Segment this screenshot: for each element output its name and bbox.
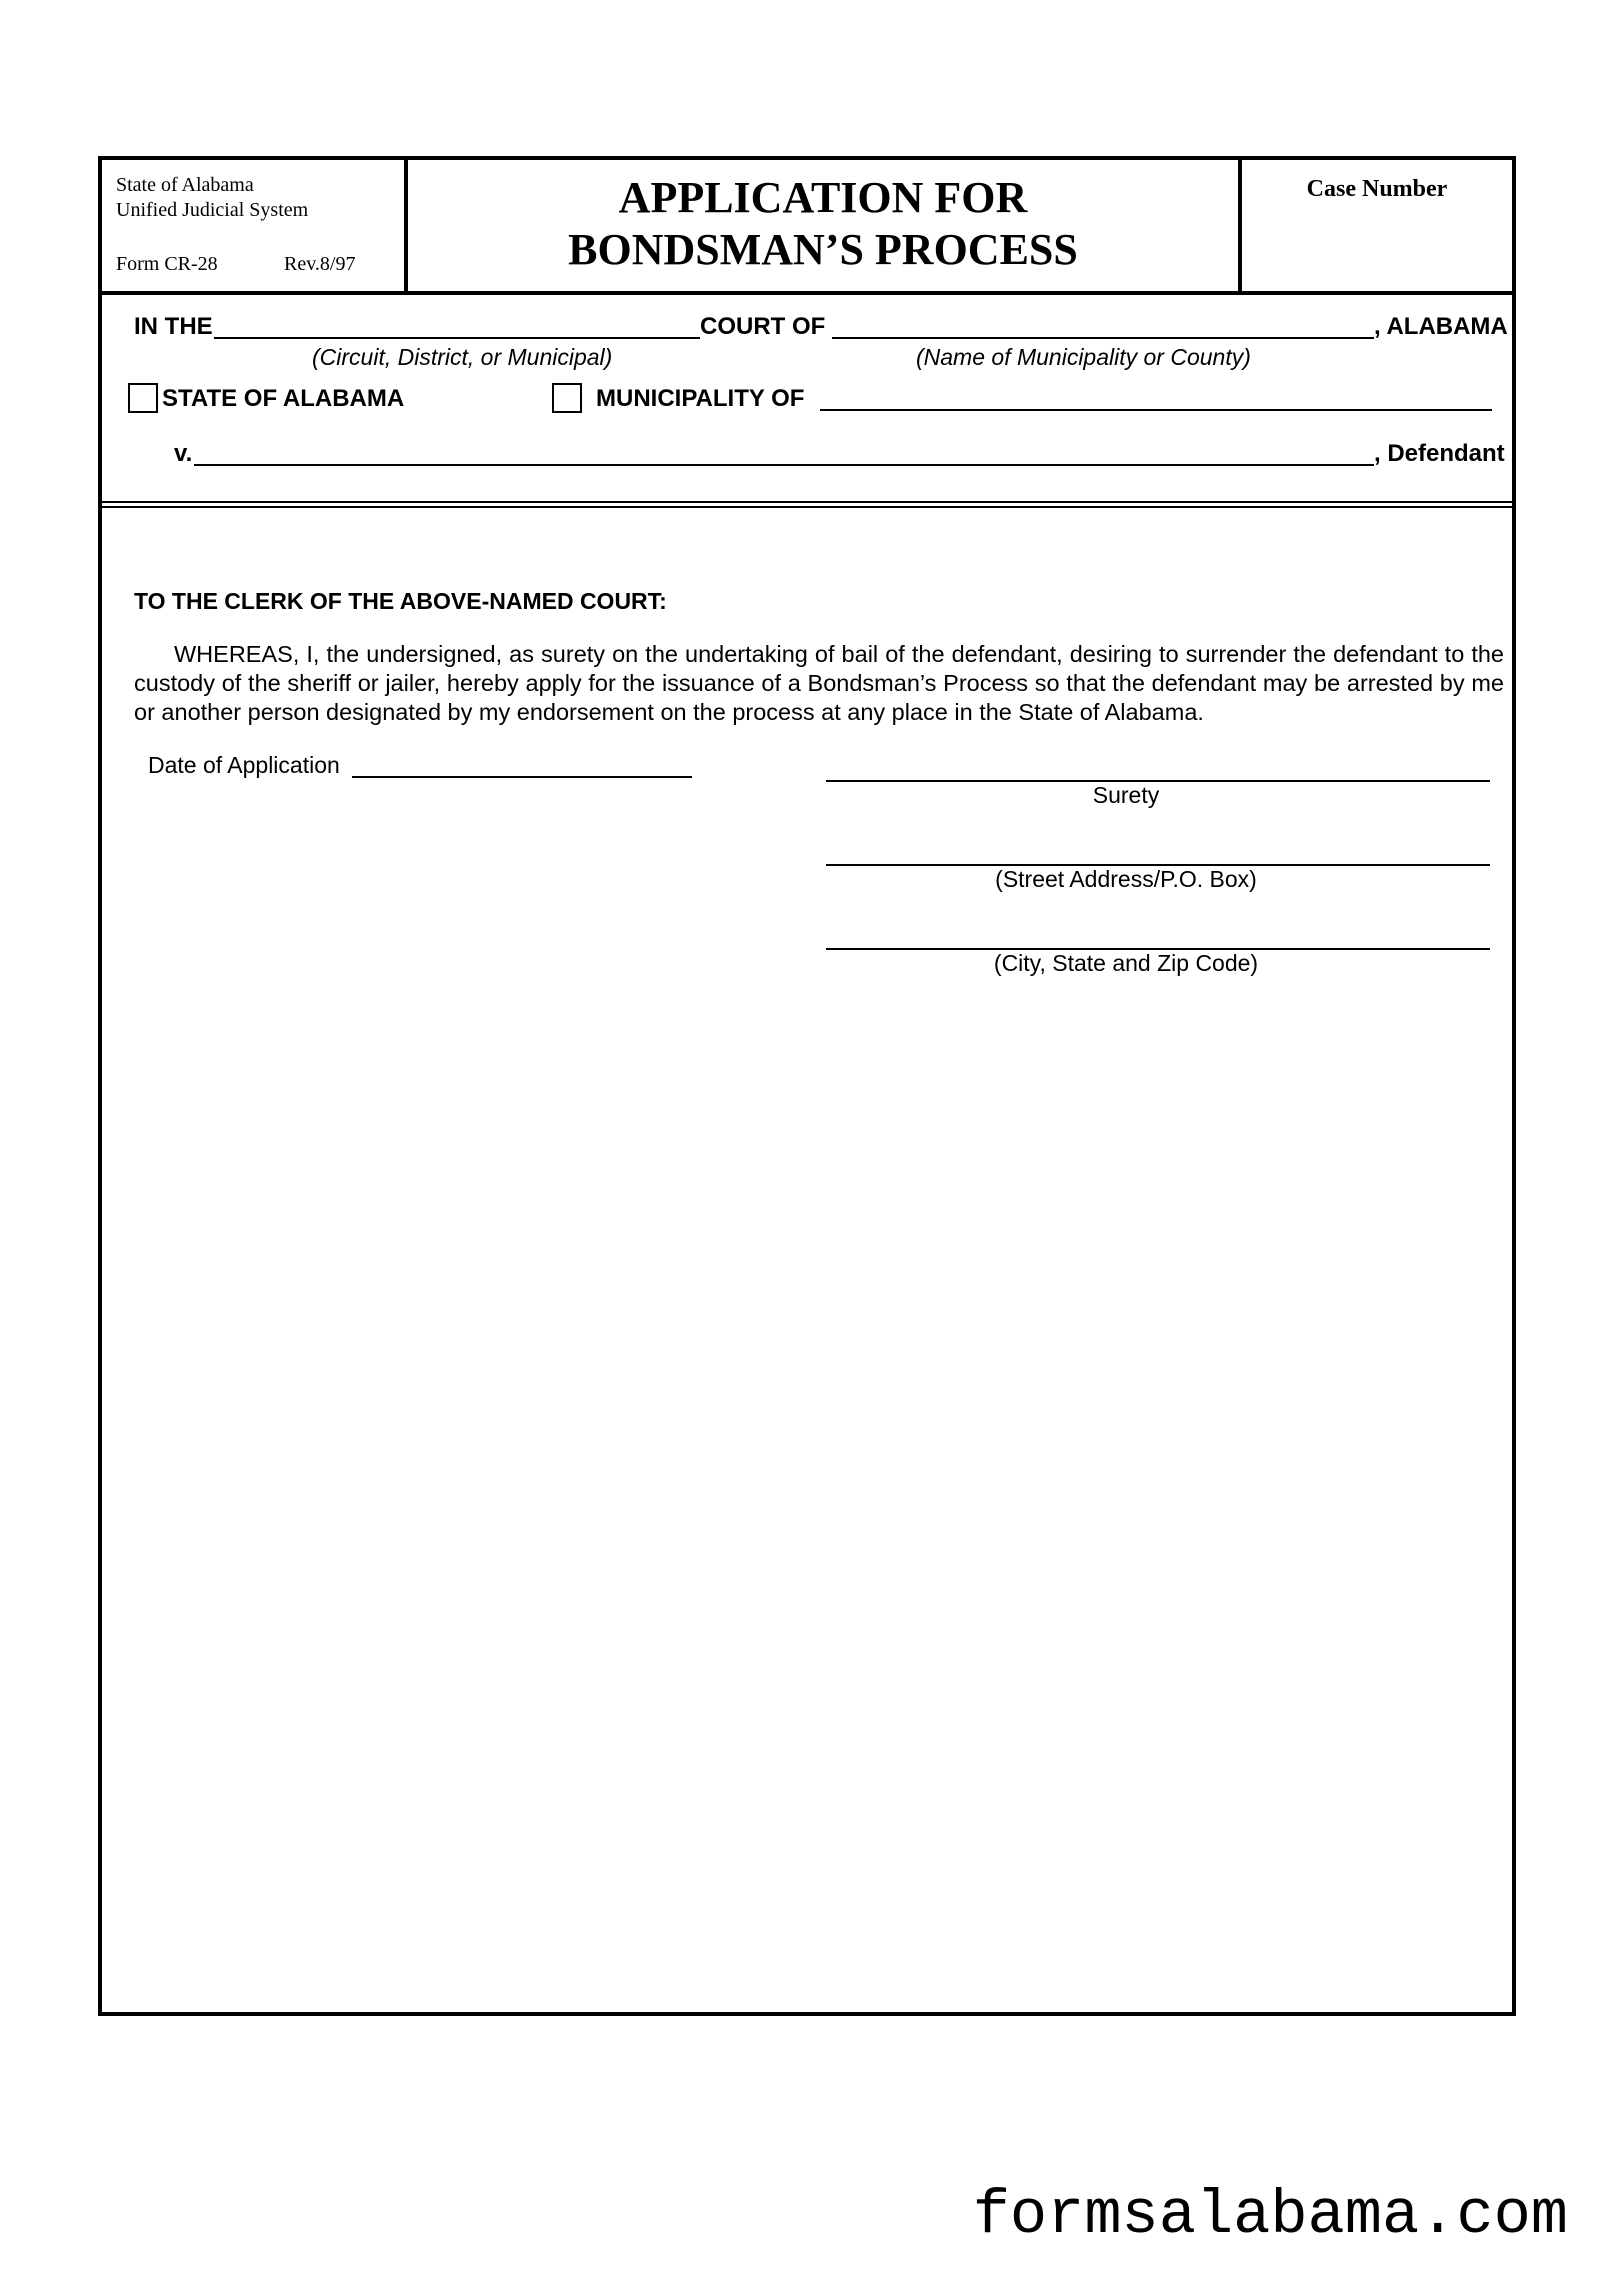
to-clerk-heading: TO THE CLERK OF THE ABOVE-NAMED COURT: — [134, 588, 667, 614]
form-number: Form CR-28 — [116, 253, 218, 275]
revision: Rev.8/97 — [284, 253, 356, 275]
municipality-of-label: MUNICIPALITY OF — [596, 385, 805, 412]
city-state-zip-label: (City, State and Zip Code) — [993, 950, 1259, 976]
title-line-2: BONDSMAN’S PROCESS — [568, 225, 1078, 274]
date-of-application-label: Date of Application — [148, 752, 340, 778]
court-type-hint: (Circuit, District, or Municipal) — [312, 344, 613, 370]
case-number-box[interactable] — [1242, 160, 1512, 291]
municipality-checkbox[interactable] — [552, 383, 582, 413]
in-the-label: IN THE — [134, 313, 213, 340]
site-watermark: formsalabama.com — [972, 2180, 1568, 2251]
date-of-application-field[interactable] — [352, 776, 692, 778]
surety-label: Surety — [1092, 782, 1160, 808]
case-caption — [102, 295, 1512, 508]
court-type-field[interactable] — [214, 337, 700, 339]
form-title — [408, 160, 1242, 291]
header-left-block — [102, 160, 408, 291]
defendant-name-field[interactable] — [194, 464, 1374, 466]
title-line-1: APPLICATION FOR — [618, 173, 1028, 222]
application-paragraph — [134, 640, 1504, 727]
municipality-name-field[interactable] — [820, 409, 1492, 411]
state-text: State of Alabama — [116, 174, 254, 196]
state-of-alabama-label: STATE OF ALABAMA — [162, 385, 405, 412]
form-header — [102, 160, 1512, 295]
street-address-label: (Street Address/P.O. Box) — [995, 866, 1257, 892]
defendant-label: , Defendant — [1374, 440, 1505, 467]
alabama-label: , ALABAMA — [1374, 313, 1508, 340]
form-border — [98, 156, 1516, 2016]
municipality-county-field[interactable] — [832, 337, 1374, 339]
state-of-alabama-checkbox[interactable] — [128, 383, 158, 413]
system-text: Unified Judicial System — [116, 199, 309, 221]
municipality-hint: (Name of Municipality or County) — [916, 344, 1251, 370]
case-number-label: Case Number — [1306, 176, 1448, 202]
court-of-label: COURT OF — [700, 313, 826, 340]
versus-label: v. — [174, 440, 193, 467]
paragraph-text: WHEREAS, I, the undersigned, as surety on the undertaking of bail of the defendant, desiring to surrender the defendant to the custody of the sheriff or jailer, hereby apply for the issuance of a Bondsman’s Process so that the defendant may be arrested by me or another person designated by my endorsement on the process at any place in the State of Alabama. — [134, 641, 1504, 725]
